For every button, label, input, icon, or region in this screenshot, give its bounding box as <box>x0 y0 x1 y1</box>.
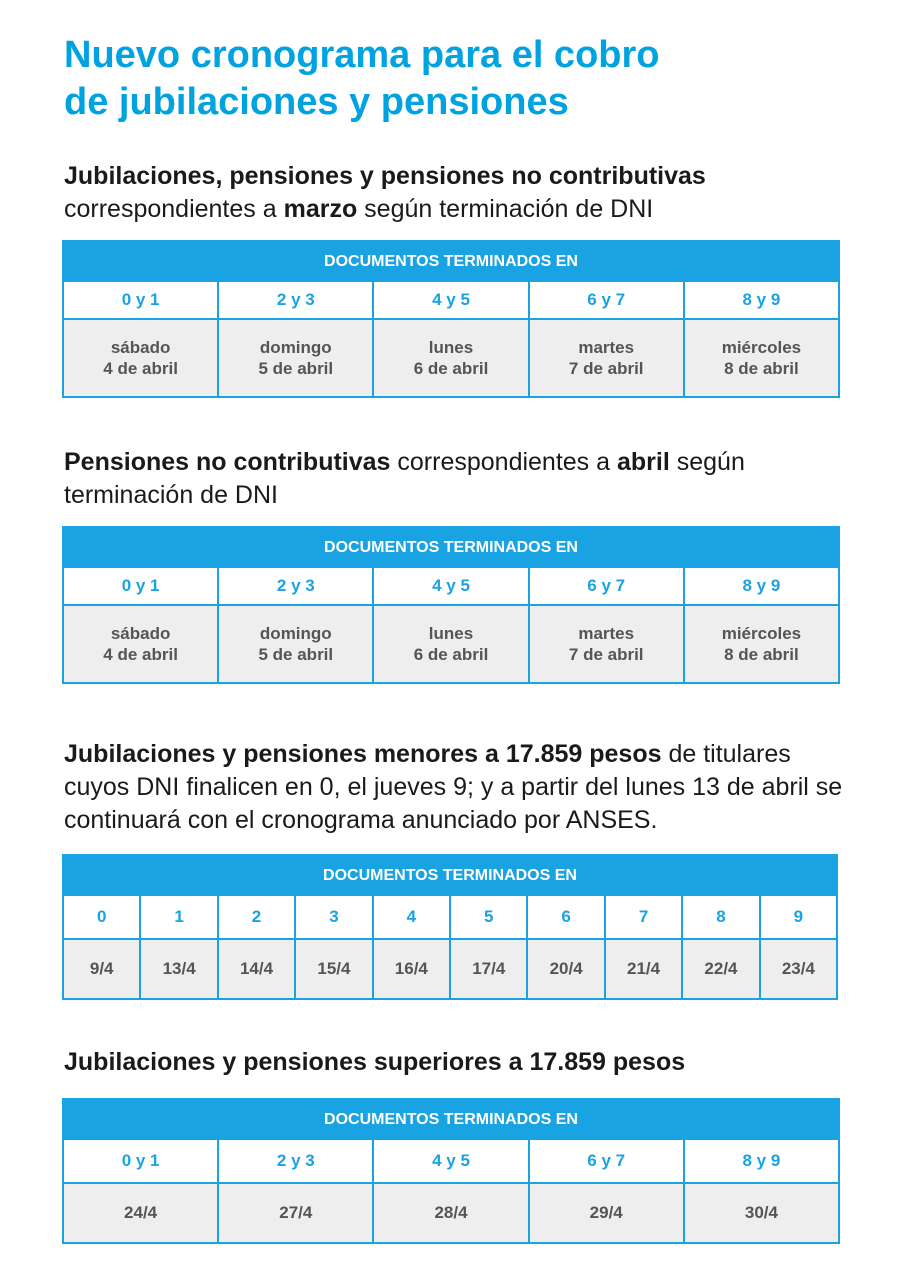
payment-date-cell: 27/4 <box>219 1184 372 1242</box>
payment-date-cell: 9/4 <box>64 940 139 998</box>
section-1-bold-1: Jubilaciones, pensiones y pensiones no contributivas <box>64 162 706 190</box>
payment-date-cell: miércoles 8 de abril <box>685 320 838 396</box>
dni-key-cell: 4 <box>374 896 449 938</box>
payment-date-cell: martes 7 de abril <box>530 606 683 682</box>
page-title <box>64 32 844 126</box>
schedule-table-2 <box>62 526 840 684</box>
payment-date-cell: lunes 6 de abril <box>374 320 527 396</box>
dni-key-cell: 4 y 5 <box>374 282 527 318</box>
payment-date-cell: 14/4 <box>219 940 294 998</box>
dni-key-cell: 0 y 1 <box>64 1140 217 1182</box>
payment-date-cell: 17/4 <box>451 940 526 998</box>
payment-date-cell: 28/4 <box>374 1184 527 1242</box>
dni-key-cell: 3 <box>296 896 371 938</box>
dni-key-cell: 4 y 5 <box>374 1140 527 1182</box>
dni-key-cell: 2 y 3 <box>219 282 372 318</box>
dni-key-cell: 8 y 9 <box>685 568 838 604</box>
payment-date-cell: 16/4 <box>374 940 449 998</box>
table-header: DOCUMENTOS TERMINADOS EN <box>324 539 578 556</box>
payment-date-cell: 21/4 <box>606 940 681 998</box>
payment-date-cell: sábado 4 de abril <box>64 320 217 396</box>
payment-date-cell: sábado 4 de abril <box>64 606 217 682</box>
section-4-heading <box>64 1046 844 1079</box>
section-2-bold-2: abril <box>616 448 670 476</box>
section-1-text-1: correspondientes a <box>64 195 284 223</box>
section-2-text-1: correspondientes a <box>390 448 617 476</box>
dni-key-cell: 4 y 5 <box>374 568 527 604</box>
table-header: DOCUMENTOS TERMINADOS EN <box>323 867 577 884</box>
payment-date-cell: domingo 5 de abril <box>219 606 372 682</box>
section-1-text-2: según terminación de DNI <box>357 195 654 223</box>
schedule-table-1 <box>62 240 840 398</box>
section-3-heading <box>64 738 844 837</box>
dni-key-cell: 6 <box>528 896 603 938</box>
payment-date-cell: 23/4 <box>761 940 836 998</box>
dni-key-cell: 2 y 3 <box>219 1140 372 1182</box>
dni-key-cell: 0 y 1 <box>64 568 217 604</box>
section-4-bold-1: Jubilaciones y pensiones superiores a 17.859 pesos <box>64 1048 686 1076</box>
payment-date-cell: 29/4 <box>530 1184 683 1242</box>
payment-date-cell: 22/4 <box>683 940 758 998</box>
table-header: DOCUMENTOS TERMINADOS EN <box>324 253 578 270</box>
payment-date-cell: 30/4 <box>685 1184 838 1242</box>
payment-date-cell: martes 7 de abril <box>530 320 683 396</box>
payment-date-cell: 20/4 <box>528 940 603 998</box>
payment-date-cell: 13/4 <box>141 940 216 998</box>
schedule-table-4 <box>62 1098 840 1244</box>
dni-key-cell: 6 y 7 <box>530 568 683 604</box>
payment-date-cell: 15/4 <box>296 940 371 998</box>
section-1-bold-2: marzo <box>283 195 358 223</box>
section-2-text-2: según terminación de DNI <box>64 448 745 509</box>
section-3-text-1: de titulares cuyos DNI finalicen en 0, el jueves 9; y a partir del lunes 13 de abril se continuará con el cronograma anunciado por ANSES. <box>64 740 843 834</box>
schedule-table-3 <box>62 854 838 1000</box>
dni-key-cell: 6 y 7 <box>530 1140 683 1182</box>
page-title-line-2: de jubilaciones y pensiones <box>64 81 569 123</box>
payment-date-cell: lunes 6 de abril <box>374 606 527 682</box>
section-1-heading <box>64 160 844 226</box>
payment-date-cell: 24/4 <box>64 1184 217 1242</box>
section-2-bold-1: Pensiones no contributivas <box>64 448 391 476</box>
dni-key-cell: 0 <box>64 896 139 938</box>
payment-date-cell: domingo 5 de abril <box>219 320 372 396</box>
payment-date-cell: miércoles 8 de abril <box>685 606 838 682</box>
dni-key-cell: 8 <box>683 896 758 938</box>
dni-key-cell: 9 <box>761 896 836 938</box>
dni-key-cell: 2 y 3 <box>219 568 372 604</box>
dni-key-cell: 8 y 9 <box>685 1140 838 1182</box>
table-header: DOCUMENTOS TERMINADOS EN <box>324 1111 578 1128</box>
dni-key-cell: 1 <box>141 896 216 938</box>
page-title-line-1: Nuevo cronograma para el cobro <box>64 34 660 76</box>
dni-key-cell: 6 y 7 <box>530 282 683 318</box>
dni-key-cell: 5 <box>451 896 526 938</box>
section-3-bold-1: Jubilaciones y pensiones menores a 17.859 pesos <box>64 740 662 768</box>
dni-key-cell: 7 <box>606 896 681 938</box>
dni-key-cell: 2 <box>219 896 294 938</box>
dni-key-cell: 0 y 1 <box>64 282 217 318</box>
section-2-heading <box>64 446 844 512</box>
dni-key-cell: 8 y 9 <box>685 282 838 318</box>
